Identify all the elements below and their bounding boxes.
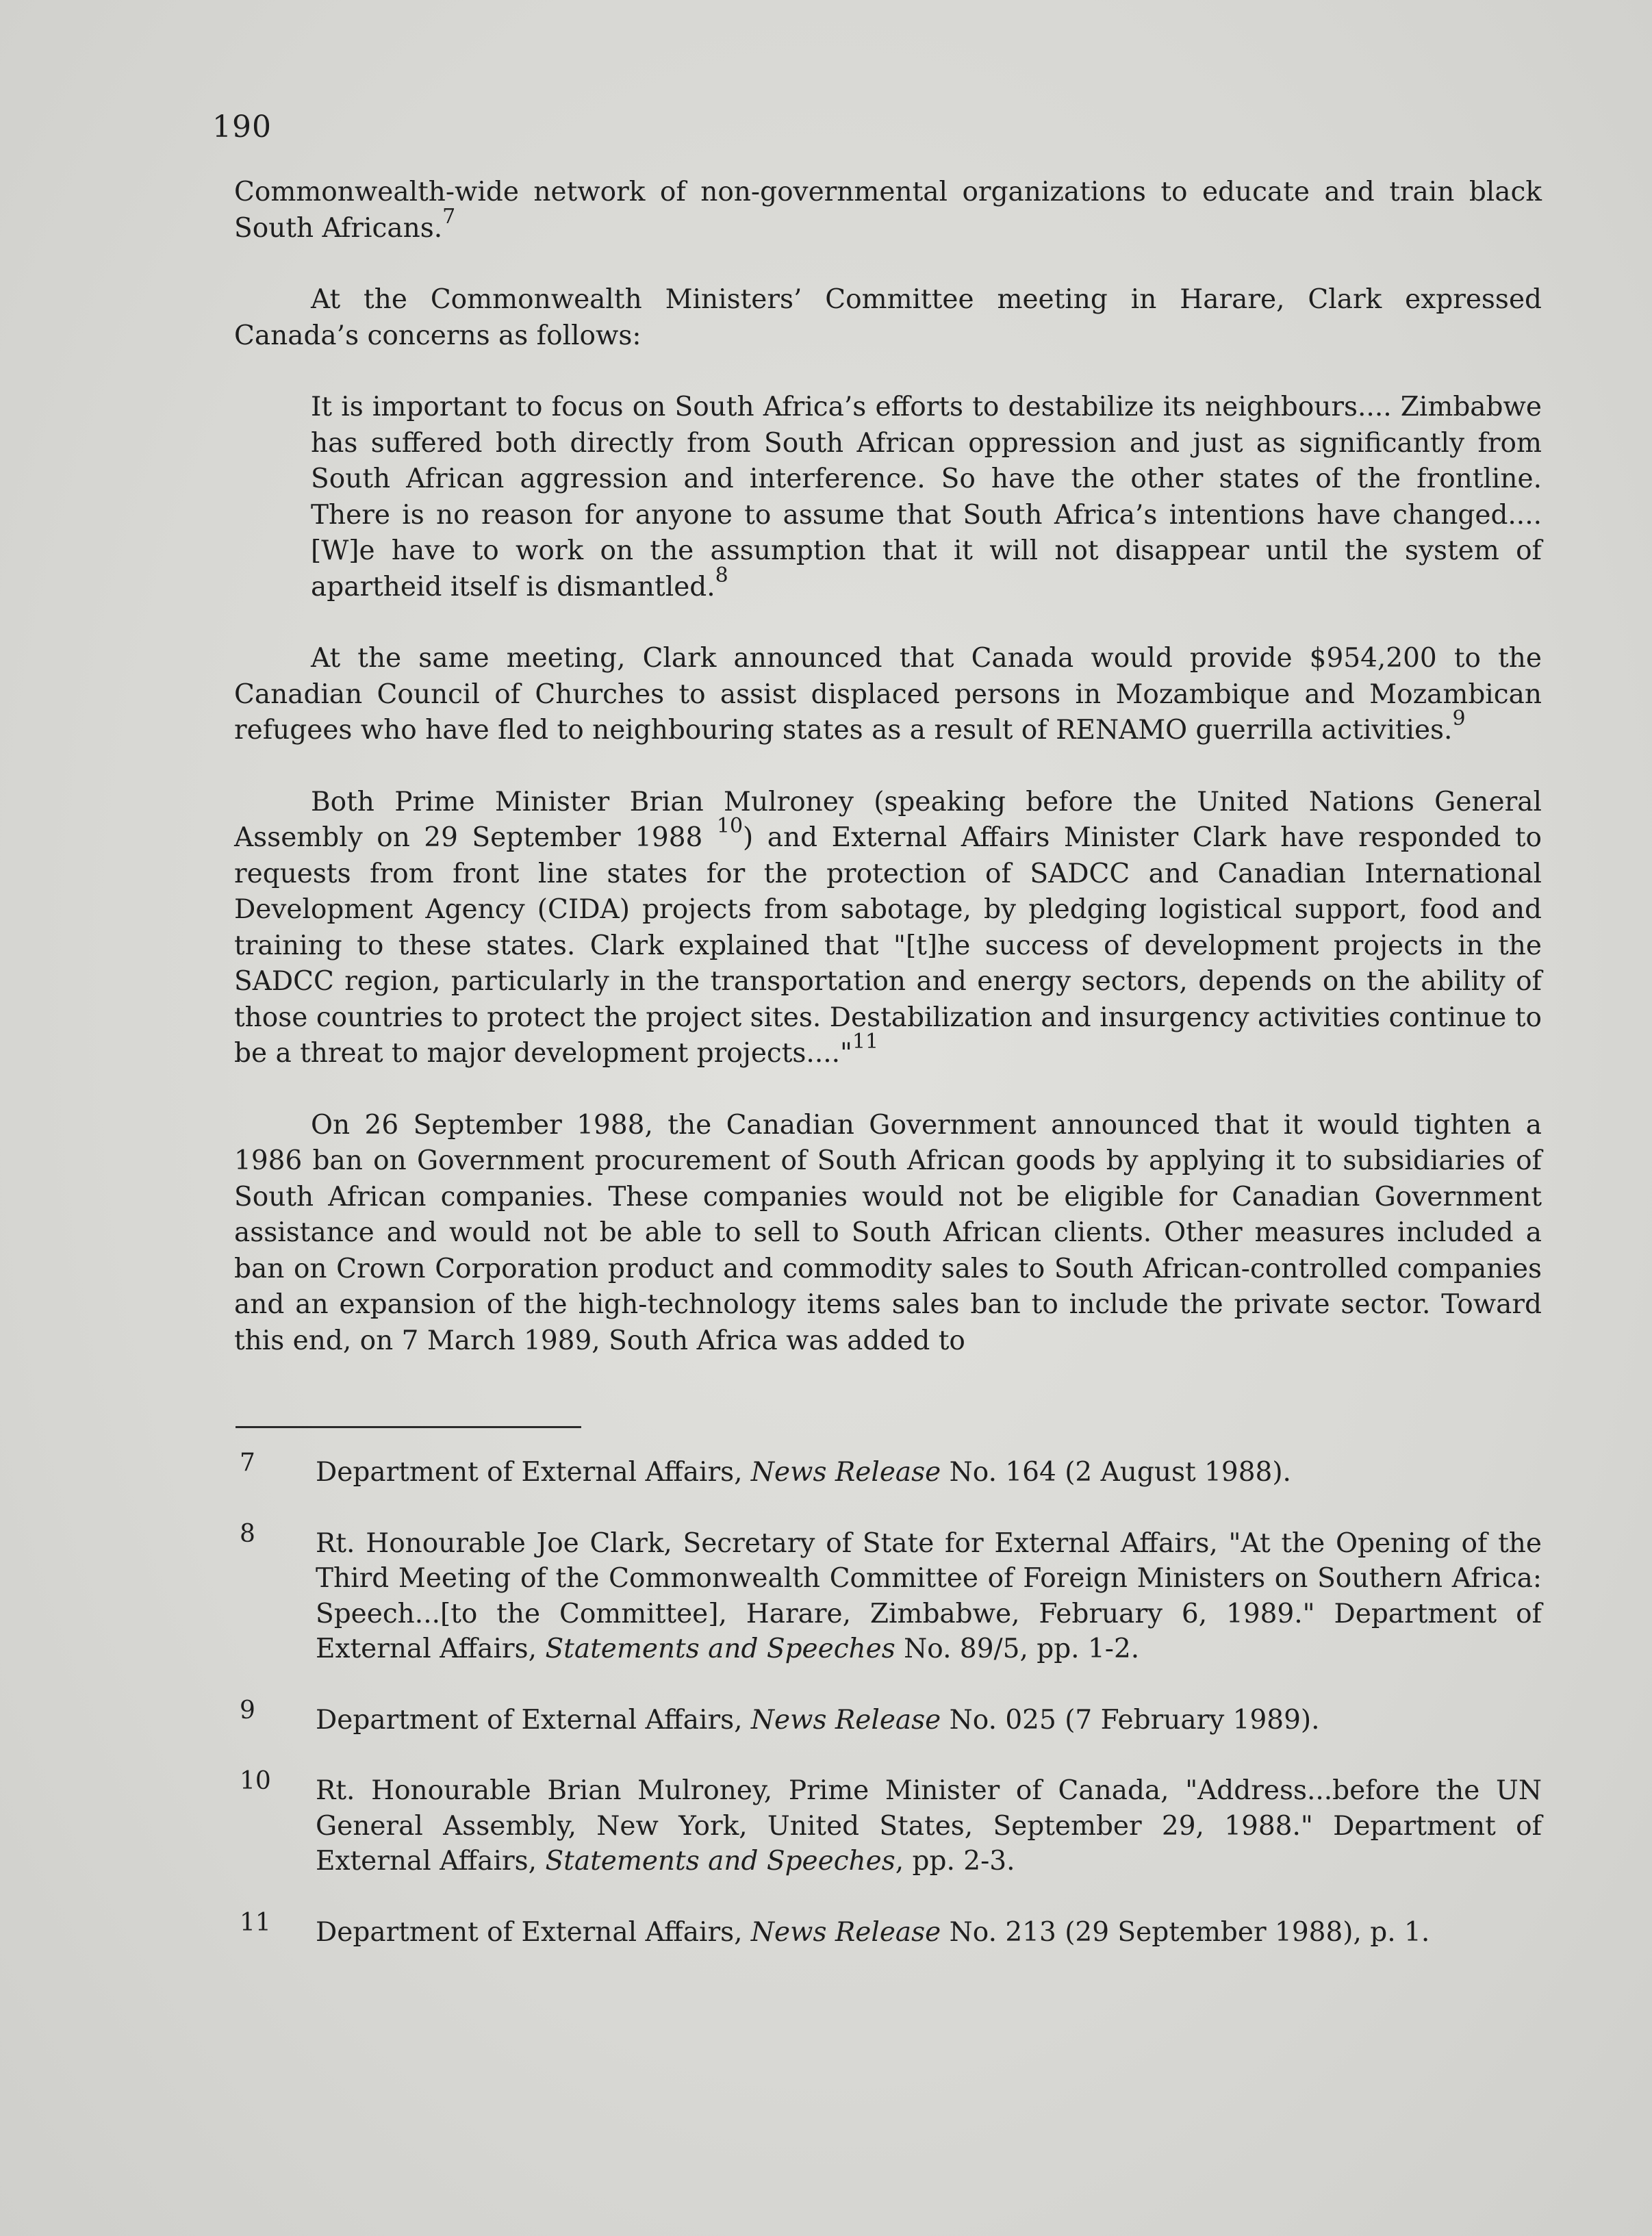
footnote-10	[236, 1767, 1542, 1879]
footnote-ref-10: 10	[716, 814, 744, 838]
footnote-text: Department of External Affairs,	[316, 1916, 751, 1948]
footnote-ref-9: 9	[1452, 707, 1466, 730]
block-quote	[311, 390, 1542, 605]
footnote-number: 9	[240, 1696, 255, 1725]
footnote-publication: News Release	[750, 1457, 941, 1488]
footnote-text: , pp. 2-3.	[895, 1846, 1015, 1877]
footnote-number: 11	[240, 1908, 271, 1937]
footnote-text: No. 164 (2 August 1988).	[941, 1457, 1291, 1488]
paragraph-continuation	[234, 175, 1542, 246]
footnote-publication: Statements and Speeches	[545, 1634, 895, 1664]
footnote-text: Rt. Honourable Joe Clark, Secretary of State for External Affairs, "At the Opening of the Third Meeting of the Commonwealth Committee of Foreign Ministers on Southern Africa: Speech...[to the Committee], Harare, Zimbabwe, February 6, 1989." Department of External Affairs,	[316, 1527, 1542, 1664]
footnote-number: 7	[240, 1449, 255, 1477]
paragraph-procurement-ban	[234, 1108, 1542, 1360]
footnote-ref-8: 8	[715, 563, 728, 587]
footnote-publication: News Release	[750, 1916, 941, 1948]
paragraph-harare-meeting	[234, 282, 1542, 354]
paragraph-text: ) and External Affairs Minister Clark have responded to requests from front line states for the protection of SADCC and Canadian International Development Agency (CIDA) projects from sabotage, by pledging logistical support, food and training to these states. Clark explained that "[t]he success of development projects in the SADCC region, particularly in the transportation and energy sectors, depends on the ability of those countries to protect the project sites. Destabilization and insurgency activities continue to be a threat to major development projects...."	[234, 822, 1542, 1069]
footnote-text: No. 213 (29 September 1988), p. 1.	[941, 1916, 1430, 1948]
footnote-text: Department of External Affairs,	[316, 1457, 751, 1488]
footnote-8	[236, 1519, 1542, 1667]
footnotes	[236, 1449, 1542, 1985]
footnote-7	[236, 1449, 1542, 1490]
footnote-text: No. 89/5, pp. 1-2.	[895, 1634, 1140, 1664]
paragraph-text: On 26 September 1988, the Canadian Government announced that it would tighten a 1986 ban on Government procurement of South African goods by applying it to subsidiaries of South African companies. These companies would not be eligible for Canadian Government assistance and would not be able to sell to South African clients. Other measures included a ban on Crown Corporation product and commodity sales to South African-controlled companies and an expansion of the high-technology items sales ban to include the private sector. Toward this end, on 7 March 1989, South Africa was added to	[234, 1109, 1542, 1356]
footnote-text: Rt. Honourable Brian Mulroney, Prime Minister of Canada, "Address...before the UN General Assembly, New York, United States, September 29, 1988." Department of External Affairs,	[316, 1775, 1542, 1877]
body-text	[234, 175, 1542, 1359]
paragraph-text: Both Prime Minister Brian Mulroney (speaking before the United Nations General Assembly on 29 September 1988	[234, 786, 1542, 853]
footnote-publication: Statements and Speeches	[545, 1846, 895, 1877]
paragraph-churches-aid	[234, 641, 1542, 749]
footnote-ref-11: 11	[852, 1030, 879, 1054]
footnote-11	[236, 1908, 1542, 1951]
paragraph-sadcc-protection	[234, 785, 1542, 1072]
footnote-publication: News Release	[750, 1704, 941, 1736]
paragraph-text: At the same meeting, Clark announced that Canada would provide $954,200 to the Canadian Council of Churches to assist displaced persons in Mozambique and Mozambican refugees who have fled to neighbouring states as a result of RENAMO guerrilla activities.	[234, 643, 1542, 746]
page-number: 190	[212, 110, 272, 144]
footnote-number: 8	[240, 1519, 255, 1548]
footnote-text: Department of External Affairs,	[316, 1704, 751, 1736]
footnote-separator	[236, 1426, 581, 1428]
paragraph-text: Commonwealth-wide network of non-governmental organizations to educate and train black South Africans.	[234, 177, 1542, 244]
footnote-text: No. 025 (7 February 1989).	[941, 1704, 1320, 1736]
paragraph-text: At the Commonwealth Ministers’ Committee meeting in Harare, Clark expressed Canada’s concerns as follows:	[234, 284, 1542, 351]
footnote-ref-7: 7	[442, 204, 456, 229]
footnote-9	[236, 1696, 1542, 1738]
quote-text: It is important to focus on South Africa’s efforts to destabilize its neighbours.... Zimbabwe has suffered both directly from South African oppression and just as significantly from South African aggression and interference. So have the other states of the frontline. There is no reason for anyone to assume that South Africa’s intentions have changed.... [W]e have to work on the assumption that it will not disappear until the system of apartheid itself is dismantled.	[311, 392, 1542, 602]
footnote-number: 10	[240, 1767, 271, 1795]
